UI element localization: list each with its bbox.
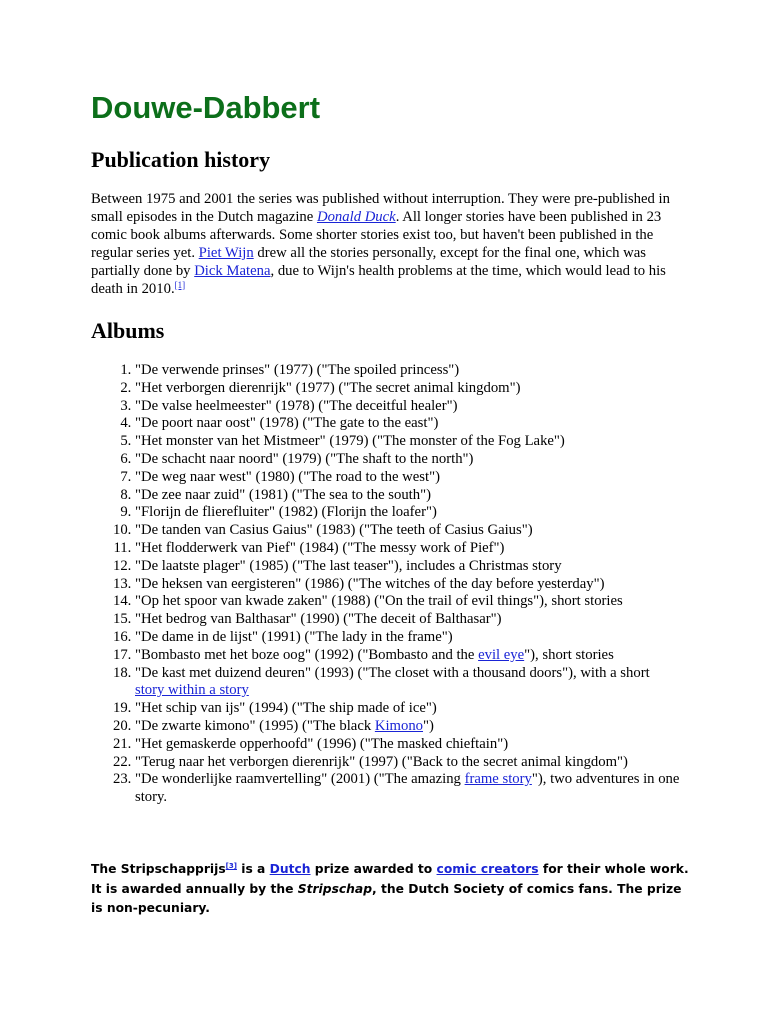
album-item xyxy=(135,593,681,611)
album-link[interactable]: evil eye xyxy=(478,646,525,663)
comic-creators-link[interactable]: comic creators xyxy=(436,862,539,876)
album-item xyxy=(135,700,681,718)
albums-list xyxy=(91,362,681,807)
album-item xyxy=(135,469,681,487)
album-text: "Florijn de flierefluiter" (1982) (Florijn the loafer") xyxy=(135,504,437,521)
album-text: "Het bedrog van Balthasar" (1990) ("The deceit of Balthasar") xyxy=(135,611,502,628)
album-text: "Het monster van het Mistmeer" (1979) ("The monster of the Fog Lake") xyxy=(135,433,565,450)
album-link[interactable]: frame story xyxy=(464,771,532,788)
album-item xyxy=(135,771,681,807)
footer-text-3: prize awarded to xyxy=(310,862,437,876)
footnote-3-link[interactable]: [3] xyxy=(225,862,237,870)
album-item xyxy=(135,504,681,522)
album-item xyxy=(135,540,681,558)
album-text: "Het schip van ijs" (1994) ("The ship made of ice") xyxy=(135,700,437,717)
album-text: "De tanden van Casius Gaius" (1983) ("The teeth of Casius Gaius") xyxy=(135,522,533,539)
album-item xyxy=(135,362,681,380)
album-text: "De heksen van eergisteren" (1986) ("The witches of the day before yesterday") xyxy=(135,575,605,592)
footnote-1-link[interactable]: [1] xyxy=(174,279,186,290)
album-text: "De laatste plager" (1985) ("The last teaser"), includes a Christmas story xyxy=(135,557,562,574)
album-item xyxy=(135,718,681,736)
album-item xyxy=(135,647,681,665)
album-item xyxy=(135,415,681,433)
publication-text-3: drew all the stories personally, except for the final one, which was partially done by xyxy=(91,244,646,279)
footer-text-1: The Stripschapprijs xyxy=(91,862,226,876)
album-item xyxy=(135,736,681,754)
album-link[interactable]: Kimono xyxy=(374,717,424,734)
dick-matena-link[interactable]: Dick Matena xyxy=(194,262,271,279)
donald-duck-link[interactable]: Donald Duck xyxy=(316,208,396,225)
dutch-link[interactable]: Dutch xyxy=(269,862,311,876)
album-text: "De valse heelmeester" (1978) ("The deceitful healer") xyxy=(135,397,458,414)
album-item xyxy=(135,576,681,594)
album-text: "De weg naar west" (1980) ("The road to the west") xyxy=(135,468,440,485)
album-item xyxy=(135,629,681,647)
album-item xyxy=(135,522,681,540)
page-title: Douwe-Dabbert xyxy=(91,90,321,125)
piet-wijn-link[interactable]: Piet Wijn xyxy=(198,244,254,261)
stripschap-italic: Stripschap xyxy=(297,881,373,896)
footer-text-4: for their whole work. It is awarded annually by the xyxy=(91,862,689,896)
stripschapprijs-paragraph xyxy=(91,860,691,919)
album-text: "Het verborgen dierenrijk" (1977) ("The secret animal kingdom") xyxy=(135,379,521,396)
album-text: "), two adventures in one story. xyxy=(135,771,680,806)
album-text: "De dame in de lijst" (1991) ("The lady in the frame") xyxy=(135,628,453,645)
album-item xyxy=(135,487,681,505)
album-item xyxy=(135,451,681,469)
album-item xyxy=(135,380,681,398)
album-item xyxy=(135,754,681,772)
album-link[interactable]: story within a story xyxy=(135,682,249,699)
album-text: "De wonderlijke raamvertelling" (2001) ("The amazing xyxy=(135,771,465,788)
album-text: ") xyxy=(423,717,434,734)
album-text: "De poort naar oost" (1978) ("The gate to the east") xyxy=(135,415,439,432)
album-text: "Op het spoor van kwade zaken" (1988) ("On the trail of evil things"), short stories xyxy=(135,593,623,610)
footer-text-5: , the Dutch Society of comics fans. The prize is non-pecuniary. xyxy=(91,881,682,915)
footer-text-2: is a xyxy=(236,862,270,876)
album-text: "Terug naar het verborgen dierenrijk" (1997) ("Back to the secret animal kingdom") xyxy=(135,753,628,770)
album-item xyxy=(135,433,681,451)
album-item xyxy=(135,398,681,416)
album-text: "De zwarte kimono" (1995) ("The black xyxy=(135,717,375,734)
album-text: "Het flodderwerk van Pief" (1984) ("The messy work of Pief") xyxy=(135,539,505,556)
publication-paragraph xyxy=(91,191,681,298)
album-item xyxy=(135,665,681,701)
album-text: "Bombasto met het boze oog" (1992) ("Bombasto and the xyxy=(135,646,479,663)
album-item xyxy=(135,611,681,629)
album-text: "), short stories xyxy=(524,646,614,663)
album-text: "De verwende prinses" (1977) ("The spoiled princess") xyxy=(135,362,460,378)
album-text: "De zee naar zuid" (1981) ("The sea to the south") xyxy=(135,486,431,503)
album-text: "De schacht naar noord" (1979) ("The shaft to the north") xyxy=(135,450,474,467)
album-item xyxy=(135,558,681,576)
albums-heading: Albums xyxy=(91,318,165,343)
publication-text-4: , due to Wijn's health problems at the time, which would lead to his death in 2010. xyxy=(91,262,666,297)
album-text: "Het gemaskerde opperhoofd" (1996) ("The masked chieftain") xyxy=(135,735,509,752)
publication-history-heading: Publication history xyxy=(91,147,271,172)
publication-text-1: Between 1975 and 2001 the series was published without interruption. They were pre-published in small episodes in the Dutch magazine xyxy=(91,191,670,225)
publication-text-2: . All longer stories have been published in 23 comic book albums afterwards. Some shorter stories exist too, but haven't been published in the regular series yet. xyxy=(91,208,662,261)
album-text: "De kast met duizend deuren" (1993) ("The closet with a thousand doors"), with a short xyxy=(135,664,650,681)
